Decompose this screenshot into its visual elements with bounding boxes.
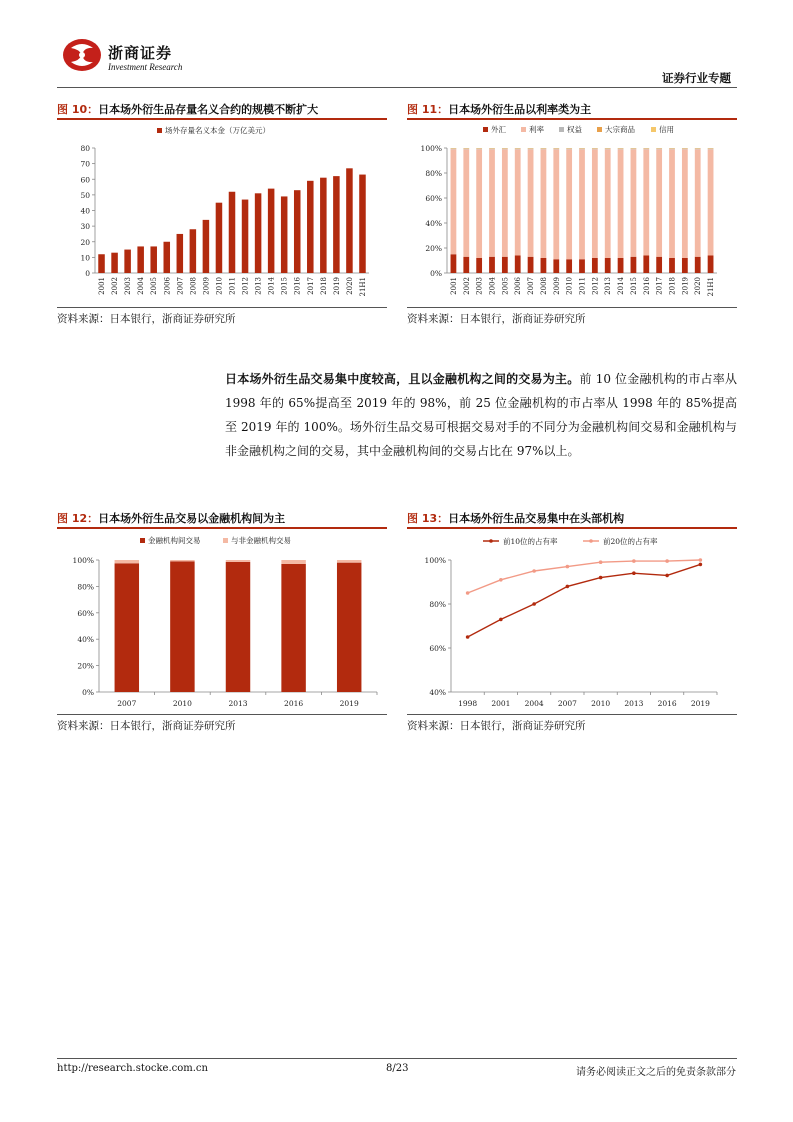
x-tick-label: 2009	[202, 277, 211, 295]
y-tick-label: 20	[80, 237, 90, 247]
y-tick-label: 20%	[77, 661, 94, 671]
bar-segment-权益-2015	[631, 149, 637, 150]
figure-caption: 日本场外衍生品存量名义合约的规模不断扩大	[98, 103, 319, 116]
bar-segment-利率-2019	[682, 149, 688, 258]
bar-2011	[229, 192, 236, 273]
figure-number: 图 10：	[57, 103, 99, 116]
footer-url[interactable]: http://research.stocke.com.cn	[57, 1063, 208, 1074]
figure-10-title	[57, 101, 318, 117]
point-前10位的占有率-2004	[532, 602, 536, 606]
bar-segment-金融机构间交易-2016	[281, 564, 305, 692]
x-tick-label: 2001	[449, 277, 458, 295]
bar-segment-外汇-2017	[656, 257, 662, 273]
bar-2009	[203, 220, 210, 273]
x-tick-label: 2005	[501, 277, 510, 295]
bar-segment-外汇-2006	[515, 256, 521, 274]
figure-10-bottom-rule	[57, 307, 387, 308]
paragraph-text: 前 10 位金融机构的市占率从 1998 年的 65%提高至 2019 年的 98%，前 25 位金融机构的市占率从 1998 年的 85%提高至 2019 年的 100%。场外衍生品交易可根据交易对手的不同分为金融机构间交易和金融机构与非金融机构之间的交易，其中金融机构间的交易占比在 97%以上。	[225, 372, 737, 458]
bar-segment-外汇-2014	[618, 258, 624, 273]
x-tick-label: 2011	[578, 277, 587, 295]
bar-segment-权益-2014	[618, 149, 624, 150]
bar-segment-权益-2007	[528, 149, 534, 150]
x-tick-label: 2019	[339, 699, 359, 708]
point-前10位的占有率-2016	[665, 574, 669, 578]
y-tick-label: 50	[80, 190, 90, 200]
bar-segment-权益-2008	[541, 149, 547, 150]
bar-segment-权益-2006	[515, 149, 521, 150]
figure-11-bottom-rule	[407, 307, 737, 308]
bar-segment-利率-2016	[643, 149, 649, 255]
y-tick-label: 100%	[424, 556, 446, 565]
bar-segment-外汇-2008	[541, 258, 547, 273]
figure-caption: 日本场外衍生品交易以金融机构间为主	[98, 512, 286, 525]
bar-segment-与非金融机构交易-2016	[281, 560, 305, 564]
legend-label: 权益	[567, 125, 582, 134]
figure-12-source: 资料来源：日本银行，浙商证券研究所	[57, 720, 236, 732]
x-tick-label: 2001	[491, 699, 511, 708]
legend-swatch	[559, 127, 564, 132]
legend-label: 信用	[659, 125, 674, 134]
figure-13-source: 资料来源：日本银行，浙商证券研究所	[407, 720, 586, 732]
figure-10-rule	[57, 118, 387, 120]
bar-segment-外汇-2003	[476, 258, 482, 273]
bar-segment-外汇-2018	[669, 258, 675, 273]
footer-disclaimer: 请务必阅读正文之后的免责条款部分	[576, 1067, 736, 1078]
bar-2004	[137, 246, 144, 273]
body-paragraph	[225, 367, 737, 463]
point-前20位的占有率-2013	[632, 559, 636, 563]
y-tick-label: 100%	[420, 144, 442, 153]
bar-segment-利率-2005	[502, 149, 508, 257]
point-前20位的占有率-2004	[532, 569, 536, 573]
point-前20位的占有率-2016	[665, 559, 669, 563]
x-tick-label: 2015	[280, 277, 289, 295]
figure-number: 图 13：	[407, 512, 449, 525]
x-tick-label: 2002	[111, 277, 120, 295]
figure-10-source: 资料来源：日本银行，浙商证券研究所	[57, 313, 236, 325]
bar-segment-利率-2002	[463, 149, 469, 257]
x-tick-label: 1998	[458, 699, 478, 708]
y-tick-label: 80%	[77, 582, 94, 592]
bar-segment-外汇-2011	[579, 259, 585, 273]
legend-label: 前10位的占有率	[503, 537, 558, 546]
bar-segment-外汇-21H1	[708, 256, 714, 274]
y-tick-label: 60	[80, 175, 90, 185]
x-tick-label: 2018	[668, 277, 677, 295]
figure-number: 图 12：	[57, 512, 99, 525]
y-tick-label: 80%	[429, 600, 446, 609]
logo-text-en: Investment Research	[108, 62, 183, 72]
figure-caption: 日本场外衍生品交易集中在头部机构	[448, 512, 625, 525]
bar-segment-利率-2003	[476, 149, 482, 258]
bar-segment-利率-2010	[566, 149, 572, 259]
bar-segment-利率-2008	[541, 149, 547, 258]
point-前20位的占有率-2001	[499, 578, 503, 582]
figure-11-source: 资料来源：日本银行，浙商证券研究所	[407, 313, 586, 325]
bar-segment-权益-2011	[579, 149, 585, 150]
legend-label: 前20位的占有率	[603, 537, 658, 546]
y-tick-label: 0%	[82, 688, 94, 697]
y-tick-label: 80	[80, 144, 90, 153]
bar-segment-利率-2012	[592, 149, 598, 258]
bar-segment-外汇-2009	[553, 259, 559, 273]
x-tick-label: 2020	[694, 277, 703, 295]
figure-10-chart	[57, 121, 387, 306]
x-tick-label: 2007	[117, 699, 137, 708]
y-tick-label: 20%	[425, 244, 442, 253]
legend-marker	[489, 539, 493, 543]
bar-segment-权益-2018	[669, 149, 675, 150]
x-tick-label: 2006	[514, 277, 523, 295]
y-tick-label: 40%	[429, 688, 446, 697]
x-tick-label: 2012	[591, 277, 600, 295]
bar-segment-金融机构间交易-2007	[115, 563, 139, 692]
bar-segment-外汇-2005	[502, 257, 508, 273]
x-tick-label: 2017	[655, 277, 664, 295]
legend-swatch	[651, 127, 656, 132]
y-tick-label: 60%	[77, 608, 94, 618]
bar-segment-权益-2016	[643, 149, 649, 150]
y-tick-label: 40	[80, 206, 90, 216]
y-tick-label: 80%	[425, 169, 442, 178]
figure-12-chart	[57, 530, 387, 713]
x-tick-label: 2011	[228, 277, 237, 295]
x-tick-label: 2017	[306, 277, 315, 295]
figure-13-bottom-rule	[407, 714, 737, 715]
x-tick-label: 2016	[657, 699, 677, 708]
x-tick-label: 2002	[462, 277, 471, 295]
bar-segment-权益-2004	[489, 149, 495, 150]
bar-segment-权益-2019	[682, 149, 688, 150]
paragraph-lead: 日本场外衍生品交易集中度较高，且以金融机构之间的交易为主。	[225, 372, 580, 386]
bar-segment-外汇-2019	[682, 258, 688, 273]
y-tick-label: 70	[80, 159, 90, 169]
bar-segment-利率-2018	[669, 149, 675, 258]
figure-13-rule	[407, 527, 737, 529]
figure-11-chart	[407, 121, 737, 306]
bar-segment-外汇-2016	[643, 256, 649, 274]
bar-segment-利率-2007	[528, 149, 534, 257]
bar-segment-利率-2011	[579, 149, 585, 259]
legend-label: 利率	[529, 125, 544, 134]
bar-segment-利率-2004	[489, 149, 495, 257]
bar-segment-与非金融机构交易-2013	[226, 560, 250, 562]
x-tick-label: 2013	[254, 277, 263, 295]
series-line-前20位的占有率	[468, 560, 701, 593]
legend-label: 与非金融机构交易	[231, 536, 291, 545]
bar-segment-外汇-2020	[695, 257, 701, 273]
bar-segment-外汇-2012	[592, 258, 598, 273]
bar-segment-权益-2017	[656, 149, 662, 150]
bar-2014	[268, 189, 275, 273]
y-tick-label: 60%	[429, 644, 446, 653]
x-tick-label: 2009	[552, 277, 561, 295]
legend-label: 大宗商品	[605, 125, 635, 134]
company-logo-icon	[62, 38, 102, 72]
bar-segment-利率-2006	[515, 149, 521, 255]
point-前10位的占有率-2013	[632, 571, 636, 575]
x-tick-label: 2003	[475, 277, 484, 295]
point-前10位的占有率-2001	[499, 618, 503, 622]
point-前10位的占有率-2019	[699, 563, 703, 567]
bar-segment-权益-2010	[566, 149, 572, 150]
x-tick-label: 2016	[642, 277, 651, 295]
bar-segment-利率-2014	[618, 149, 624, 258]
point-前10位的占有率-1998	[466, 635, 470, 639]
bar-2003	[124, 250, 131, 273]
bar-2005	[150, 246, 157, 273]
x-tick-label: 2005	[150, 277, 159, 295]
x-tick-label: 2020	[345, 277, 354, 295]
figure-11-rule	[407, 118, 737, 120]
y-tick-label: 30	[80, 222, 90, 232]
legend-label: 金融机构间交易	[148, 536, 201, 545]
bar-2015	[281, 196, 288, 273]
x-tick-label: 21H1	[358, 277, 367, 297]
bar-2019	[333, 176, 340, 273]
bar-segment-权益-2013	[605, 149, 611, 150]
header-rule	[57, 87, 737, 88]
bar-segment-利率-2009	[553, 149, 559, 259]
y-tick-label: 0	[85, 269, 90, 278]
logo-text-cn: 浙商证券	[108, 44, 173, 62]
x-tick-label: 21H1	[707, 277, 716, 297]
figure-12-bottom-rule	[57, 714, 387, 715]
x-tick-label: 2014	[617, 277, 626, 295]
bar-segment-权益-2001	[451, 149, 457, 150]
bar-segment-外汇-2010	[566, 259, 572, 273]
bar-21H1	[359, 175, 366, 273]
y-tick-label: 40%	[77, 635, 94, 645]
legend-label: 场外存量名义本金（万亿美元）	[165, 126, 270, 135]
bar-segment-外汇-2001	[451, 254, 457, 273]
bar-2018	[320, 178, 327, 273]
x-tick-label: 2010	[215, 277, 224, 295]
x-tick-label: 2015	[629, 277, 638, 295]
bar-segment-利率-2015	[631, 149, 637, 257]
bar-2020	[346, 168, 353, 273]
bar-segment-外汇-2007	[528, 257, 534, 273]
bar-2010	[216, 203, 223, 273]
bar-segment-利率-2020	[695, 149, 701, 257]
x-tick-label: 2008	[189, 277, 198, 295]
header	[0, 0, 793, 92]
x-tick-label: 2004	[524, 699, 544, 708]
point-前10位的占有率-2007	[566, 585, 570, 589]
legend-swatch	[140, 538, 145, 543]
bar-segment-外汇-2004	[489, 257, 495, 273]
bar-2007	[177, 234, 184, 273]
legend-marker	[589, 539, 593, 543]
point-前20位的占有率-2007	[566, 565, 570, 569]
bar-segment-利率-2013	[605, 149, 611, 258]
figure-caption: 日本场外衍生品以利率类为主	[448, 103, 592, 116]
bar-2017	[307, 181, 314, 273]
footer-rule	[57, 1058, 737, 1059]
y-tick-label: 40%	[425, 219, 442, 228]
report-category: 证券行业专题	[662, 71, 731, 85]
bar-2012	[242, 200, 249, 273]
bar-segment-权益-21H1	[708, 149, 714, 150]
legend-swatch	[157, 128, 162, 133]
bar-segment-金融机构间交易-2010	[170, 561, 194, 692]
bar-segment-权益-2002	[463, 149, 469, 150]
bar-segment-权益-2009	[553, 149, 559, 150]
bar-segment-权益-2005	[502, 149, 508, 150]
bar-segment-利率-2017	[656, 149, 662, 257]
x-tick-label: 2004	[137, 277, 146, 295]
x-tick-label: 2010	[172, 699, 192, 708]
y-tick-label: 100%	[72, 556, 94, 565]
bar-2006	[164, 242, 171, 273]
x-tick-label: 2012	[241, 277, 250, 295]
x-tick-label: 2008	[539, 277, 548, 295]
bar-2002	[111, 253, 118, 273]
figure-number: 图 11：	[407, 103, 449, 116]
y-tick-label: 10	[80, 253, 90, 263]
legend-swatch	[521, 127, 526, 132]
page-number: 8/23	[386, 1063, 409, 1074]
bar-segment-外汇-2015	[631, 257, 637, 273]
legend-swatch	[483, 127, 488, 132]
figure-12-title	[57, 510, 285, 526]
bar-2016	[294, 190, 301, 273]
figure-13-chart	[407, 530, 737, 713]
x-tick-label: 2016	[284, 699, 304, 708]
x-tick-label: 2018	[319, 277, 328, 295]
figure-13-title	[407, 510, 624, 526]
x-tick-label: 2013	[228, 699, 248, 708]
x-tick-label: 2013	[604, 277, 613, 295]
bar-segment-外汇-2002	[463, 257, 469, 273]
figure-11-title	[407, 101, 591, 117]
bar-segment-外汇-2013	[605, 258, 611, 273]
legend-swatch	[223, 538, 228, 543]
x-tick-label: 2019	[332, 277, 341, 295]
x-tick-label: 2007	[527, 277, 536, 295]
x-tick-label: 2014	[267, 277, 276, 295]
bar-segment-与非金融机构交易-2010	[170, 560, 194, 561]
bar-segment-权益-2003	[476, 149, 482, 150]
legend-swatch	[597, 127, 602, 132]
bar-2008	[190, 229, 197, 273]
y-tick-label: 60%	[425, 194, 442, 203]
x-tick-label: 2001	[98, 277, 107, 295]
point-前20位的占有率-2019	[699, 558, 703, 562]
point-前10位的占有率-2010	[599, 576, 603, 580]
point-前20位的占有率-1998	[466, 591, 470, 595]
bar-segment-与非金融机构交易-2019	[337, 560, 361, 563]
bar-segment-权益-2012	[592, 149, 598, 150]
x-tick-label: 2007	[176, 277, 185, 295]
x-tick-label: 2004	[488, 277, 497, 295]
bar-2013	[255, 193, 262, 273]
legend-label: 外汇	[491, 125, 506, 134]
point-前20位的占有率-2010	[599, 560, 603, 564]
x-tick-label: 2003	[124, 277, 133, 295]
bar-segment-金融机构间交易-2013	[226, 562, 250, 692]
bar-segment-权益-2020	[695, 149, 701, 150]
bar-segment-与非金融机构交易-2007	[115, 560, 139, 563]
y-tick-label: 0%	[430, 269, 442, 278]
x-tick-label: 2006	[163, 277, 172, 295]
bar-2001	[98, 254, 105, 273]
x-tick-label: 2010	[591, 699, 611, 708]
bar-segment-利率-2001	[451, 149, 457, 254]
x-tick-label: 2013	[624, 699, 644, 708]
bar-segment-金融机构间交易-2019	[337, 563, 361, 692]
x-tick-label: 2019	[681, 277, 690, 295]
x-tick-label: 2016	[293, 277, 302, 295]
bar-segment-利率-21H1	[708, 149, 714, 255]
figure-12-rule	[57, 527, 387, 529]
x-tick-label: 2007	[557, 699, 577, 708]
x-tick-label: 2019	[690, 699, 710, 708]
x-tick-label: 2010	[565, 277, 574, 295]
